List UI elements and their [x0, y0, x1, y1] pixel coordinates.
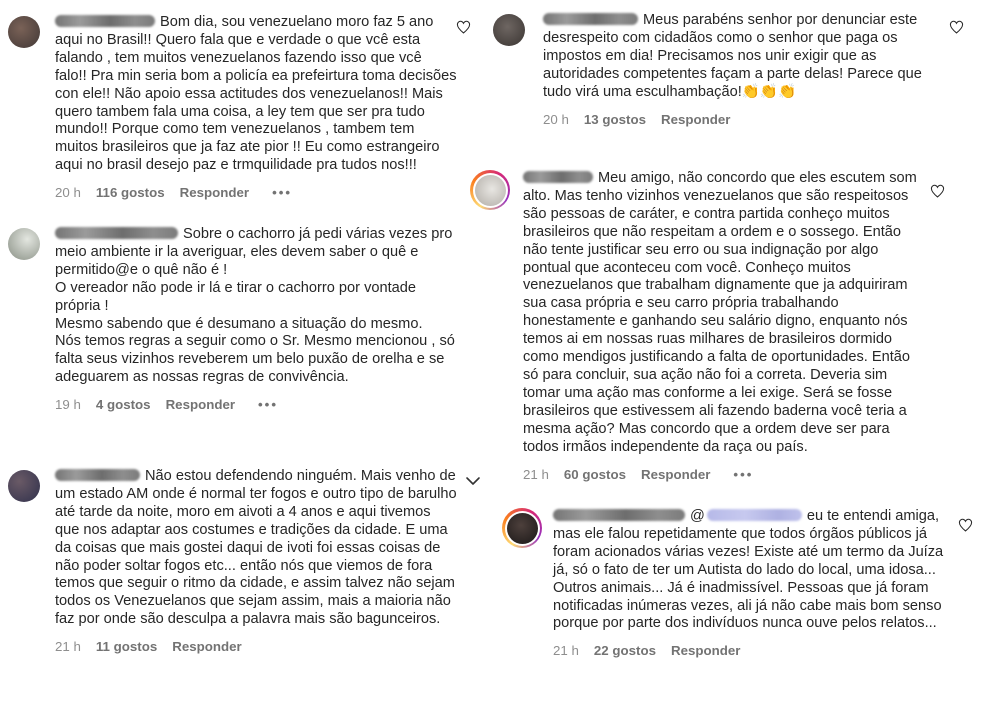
more-options-icon[interactable]: •••	[258, 397, 278, 413]
comment-text: O vereador não pode ir lá e tirar o cachorro por vontade própria !	[55, 279, 416, 314]
like-heart-icon[interactable]	[949, 20, 964, 39]
reply-button[interactable]: Responder	[179, 185, 250, 201]
comment-body	[523, 170, 925, 457]
reply-button[interactable]: Responder	[165, 397, 236, 413]
story-ring[interactable]	[470, 170, 510, 210]
timestamp: 19 h	[55, 397, 81, 413]
likes-count[interactable]: 116 gostos	[95, 185, 165, 201]
avatar[interactable]	[507, 513, 538, 544]
comment-text: Meus parabéns senhor por denunciar este desrespeito com cidadãos como o senhor que paga os impostos em dia! Precisamos nos unir exigir que as autoridades competentes façam a parte delas! Parece que tudo virá uma esculhambação!👏👏👏	[543, 12, 922, 100]
username-blurred[interactable]	[523, 171, 593, 183]
comment-text: Meu amigo, não concordo que eles escutem som alto. Mas tenho vizinhos venezuelanos que são respeitosos são pessoas de caráter, e contra partida conheço muitos brasileiros que não respeitam a ordem e o sossego. Então não tente justificar seu erro ou sua indignação por algo pontual que aconteceu com você. Conheço muitos venezuelanos que trabalham dignamente que ja adquiriram sua casa própria e seu carro própria trabalhando honestamente e ganhando seu salário digno, enquanto nós temos ai em nossas ruas milhares de brasileiros dormido como mendigos justificando a falta de oportunidades. Então só para concluir, sua ação não foi a correta. Deveria sim tomar uma ação mas conforme a lei exige. Será se fosse brasileiros que estivessem ali fazendo baderna você teria a mesma ação? Mas concordo que a ordem deve ser para todos irmãos independente da raça ou país.	[523, 170, 917, 455]
comment-body	[55, 226, 457, 280]
comment-meta	[55, 184, 457, 202]
comment-left-3	[8, 468, 458, 656]
mention-blurred[interactable]	[707, 509, 802, 521]
comment-meta	[523, 466, 925, 484]
username-blurred[interactable]	[543, 13, 638, 25]
like-heart-icon[interactable]	[958, 518, 973, 537]
comment-meta	[553, 642, 959, 660]
avatar[interactable]	[475, 175, 506, 206]
like-heart-icon[interactable]	[930, 184, 945, 203]
comment-right-3	[502, 508, 972, 660]
more-options-icon[interactable]: •••	[272, 185, 293, 201]
likes-count[interactable]: 60 gostos	[563, 466, 626, 482]
comment-text: Sobre o cachorro já pedi várias vezes pro meio ambiente ir la averiguar, eles devem saber o quê e permitido@e o quê não é !	[55, 226, 453, 278]
username-blurred[interactable]	[55, 469, 140, 481]
reply-button[interactable]: Responder	[670, 643, 741, 659]
username-blurred[interactable]	[55, 227, 178, 239]
mention-at-symbol: @	[690, 508, 705, 524]
comment-right-2	[470, 170, 930, 483]
comment-right-1	[493, 12, 947, 128]
comment-left-1	[8, 14, 458, 202]
comment-text: Mesmo sabendo que é desumano a situação do mesmo.	[55, 315, 423, 332]
timestamp: 21 h	[523, 466, 549, 482]
avatar[interactable]	[8, 228, 40, 260]
more-options-icon[interactable]: •••	[733, 466, 754, 482]
collapse-chevron-icon[interactable]	[464, 474, 482, 492]
comment-body	[55, 14, 457, 175]
comment-body	[55, 468, 457, 629]
avatar[interactable]	[8, 470, 40, 502]
comment-body	[553, 508, 959, 633]
username-blurred[interactable]	[553, 509, 685, 521]
like-heart-icon[interactable]	[456, 20, 471, 39]
timestamp: 20 h	[55, 185, 81, 201]
likes-count[interactable]: 11 gostos	[95, 639, 158, 655]
avatar[interactable]	[493, 14, 525, 46]
likes-count[interactable]: 22 gostos	[593, 643, 656, 659]
reply-button[interactable]: Responder	[640, 466, 711, 482]
comment-body	[543, 12, 947, 102]
comment-text: eu te entendi amiga, mas ele falou repetidamente que todos órgãos públicos já foram acionados várias vezes! Existe até um termo da Juíza já, só o fato de ter um Autista do lado do local, uma idosa... Outros animais... Já é inadmissível. Pessoas que já foram notificadas inúmeras vezes, ali já não cabe mais bom senso porque por parte dos indivíduos nunca ouve pelos relatos...	[553, 508, 944, 632]
likes-count[interactable]: 13 gostos	[583, 111, 646, 127]
reply-button[interactable]: Responder	[660, 111, 731, 127]
comment-text: Não estou defendendo ninguém. Mais venho de um estado AM onde é normal ter fogos e outro tipo de barulho até tarde da noite, moro em aivoti a 4 anos e aqui tivemos que nos adaptar aos costumes e tradições da cidade. E uma da coisas que mais gostei daqui de ivoti foi essas coisas de não poder soltar fogos etc... então nós que viemos de fora temos que seguir o ritmo da cidade, e assim talvez não sejam todos os Venezuelanos que sejam assim, mais a maioria não faz por onde são desculpa a palavra mais são bagunceiros.	[55, 468, 457, 628]
comment-meta	[543, 111, 947, 129]
username-blurred[interactable]	[55, 15, 155, 27]
comment-left-2	[8, 226, 458, 414]
story-ring[interactable]	[502, 508, 542, 548]
comment-meta	[55, 638, 457, 656]
avatar[interactable]	[8, 16, 40, 48]
timestamp: 20 h	[543, 111, 569, 127]
comment-text: Nós temos regras a seguir como o Sr. Mesmo mencionou , só falta seus vizinhos reveberem um belo puxão de orelha e se adeguarem as nossas regras de convivência.	[55, 333, 455, 386]
comment-meta	[55, 396, 457, 414]
timestamp: 21 h	[55, 639, 81, 655]
comment-text: Bom dia, sou venezuelano moro faz 5 ano aqui no Brasil!! Quero fala que e verdade o que vcê esta falando , tem muitos venezuelanos fazendo isso que vcê falo!! Pra min seria bom a policía ea prefeirtura toma decisões con ele!! Não apoio essa actitudes dos venezuelanos!! Mais quero tambem fala uma coisa, a ley tem que ser pra tudo mundo!! Porque como tem venezuelanos , tambem tem muitos brasileiros que ja faz ate pior !! Eu como estrangeiro aqui no brasil desejo paz e trmquilidade pra tudos nos!!!	[55, 14, 457, 174]
likes-count[interactable]: 4 gostos	[95, 397, 151, 413]
reply-button[interactable]: Responder	[172, 639, 242, 655]
timestamp: 21 h	[553, 643, 579, 659]
